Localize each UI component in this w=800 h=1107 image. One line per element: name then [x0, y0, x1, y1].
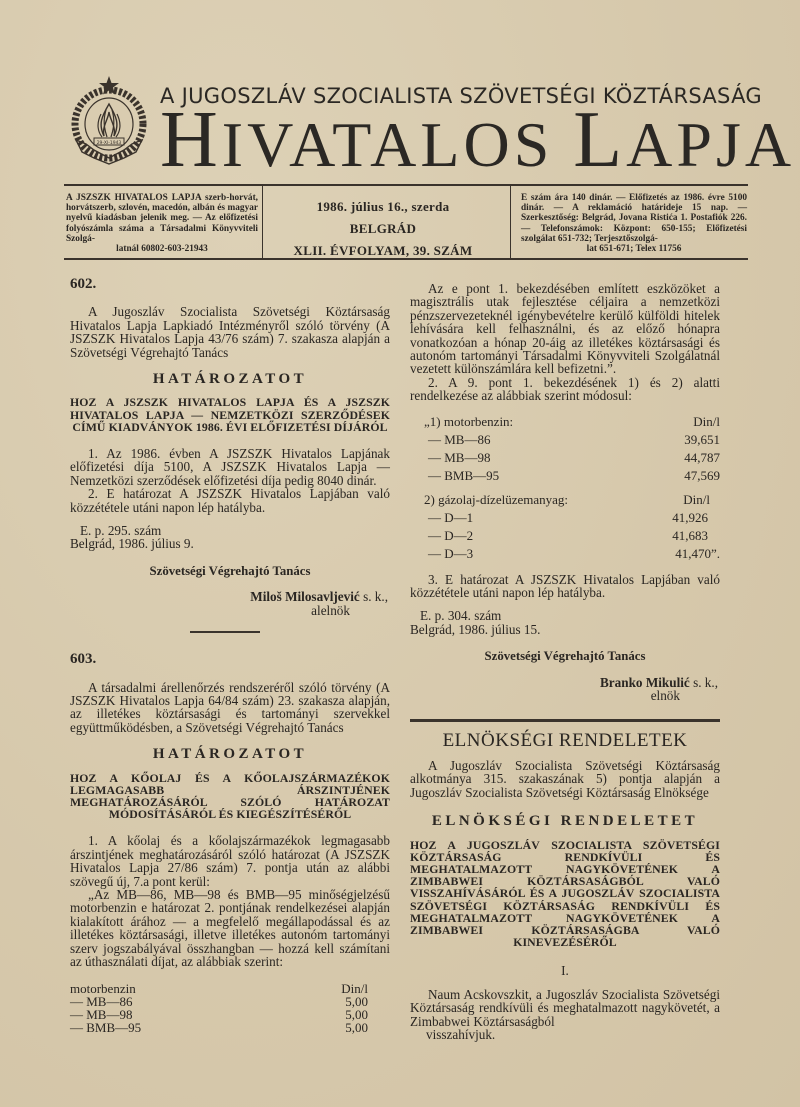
paragraph: 3. E határozat A JSZSZK Hivatalos Lapjában való közzététele utáni napon lép hatályba.: [410, 571, 720, 601]
paragraph: 1. A kőolaj és a kőolajszármazékok legmagasabb árszintjének meghatározásáról szóló határozat (A JSZSZK Hivatalos Lapja 27/86 szám) 7. pontja után az alábbi szövegű új, 7.a pont kerül:: [70, 833, 390, 889]
document-number: 603.: [70, 651, 97, 668]
table-row: — MB—86 39,651: [428, 431, 720, 447]
paragraph: Naum Acskovszkit, a Jugoszláv Szocialista Szövetségi Köztársaság rendkívüli és meghatalmazott nagykövetét, a Zimbabwei Köztársaságból: [410, 986, 720, 1029]
document-number: 602.: [70, 276, 97, 292]
divider-vertical: [262, 186, 263, 258]
table-row: — BMB—95 47,569: [428, 467, 720, 483]
divider-rule: [64, 184, 748, 186]
table-header-row: motorbenzin Din/l: [70, 981, 368, 997]
signer-title: alelnök: [311, 602, 350, 618]
council-name: Szövetségi Végrehajtó Tanács: [149, 563, 311, 578]
signature: Branko Mikulić s. k.,: [600, 674, 718, 690]
reference-date: Belgrád, 1986. július 15.: [410, 621, 541, 637]
table-row: — MB—86 5,00: [70, 994, 368, 1010]
preamble: A Jugoszláv Szocialista Szövetségi Köztársaság alkotmánya 315. szakaszának 5) pontja alapján a Jugoszláv Szocialista Szövetségi Köztársaság Elnöksége: [410, 757, 720, 800]
paragraph: „Az MB—86, MB—98 és BMB—95 minőségjelzésű motorbenzin e határozat 2. pontjának rendelkezései alapján kialakított árához — a megfelelő megállapodással és az illetékes köztársasági, illetve illetékes autonóm tartományi szerv jogszabályával összhangban — hozzá kell számítani az úthasználati díjat, az alábbiak szerint:: [70, 886, 390, 970]
resolution-heading: HATÁROZATOT: [152, 746, 308, 763]
table-row: — BMB—95 5,00: [70, 1020, 368, 1036]
divider-vertical: [510, 186, 511, 258]
reference-number: E. p. 304. szám: [420, 608, 502, 624]
paragraph: 2. E határozat A JSZSZK Hivatalos Lapjában való közzététele utáni napon lép hatályba.: [70, 486, 390, 515]
issue-date: 1986. július 16., szerda: [316, 199, 450, 214]
left-column: [70, 272, 390, 1034]
signature: Miloš Milosavljević s. k.,: [250, 589, 388, 605]
publication-info: A JSZSZK HIVATALOS LAPJA szerb-horvát, horvátszerb, szlovén, macedón, albán és magyar nyelvű kiadásban jelenik meg. — Az előfizetési folyószámla száma a Társadalmi Könyvviteli Szolgá- latnál 60802-603-21943: [66, 193, 258, 255]
state-emblem-icon: [66, 74, 152, 168]
toll-fee-table: [70, 982, 390, 1034]
pricing-contact-info: E szám ára 140 dinár. — Előfizetés az 1986. évre 5100 dinár. — A reklamáció határideje 15 nap. — Szerkesztőség: Belgrád, Jovana Ristića 1. Postafiók 226. — Telefonszámok: Központ: 650-155; Előfizetési szolgálat 651-732; Terjesztőszolgá- lat 651-671; Telex 11756: [521, 193, 747, 255]
issue-place: BELGRÁD: [349, 221, 417, 236]
right-column: [410, 272, 720, 1041]
paragraph: 2. A 9. pont 1. bekezdésének 1) és 2) alatti rendelkezése az alábbiak szerint módosul:: [410, 374, 720, 404]
article-number: I.: [561, 963, 569, 979]
svg-text:29-XI-1943: 29-XI-1943: [96, 141, 122, 146]
section-heading: ELNÖKSÉGI RENDELETEK: [442, 729, 688, 751]
paragraph: 1. Az 1986. évben A JSZSZK Hivatalos Lapjának előfizetési díja 5100, A JSZSZK Hivatalos Lapja — Nemzetközi szerződések előfizetési díja pedig 8040 dinár.: [70, 446, 390, 488]
masthead-supertitle: A JUGOSZLÁV SZOCIALISTA SZÖVETSÉGI KÖZTÁRSASÁG: [160, 84, 762, 108]
fuel-price-table: [410, 413, 720, 563]
council-name: Szövetségi Végrehajtó Tanács: [484, 649, 646, 664]
decree-heading: ELNÖKSÉGI RENDELETET: [431, 813, 699, 830]
section-divider: [410, 719, 720, 722]
reference-date: Belgrád, 1986. július 9.: [70, 536, 194, 552]
divider-rule: [64, 258, 748, 260]
paragraph-end: visszahívjuk.: [426, 1026, 496, 1042]
reference-number: E. p. 295. szám: [80, 523, 162, 539]
paragraph: Az e pont 1. bekezdésében említett eszközöket a magisztrális utak fejlesztése céljaira a nemzetközi pénzszervezeteknél igénybevételre kerülő külföldi hitelek lehívására kell felhasználni, és az előző hónapra vonatkozóan a hónap 20-áig az illetékes köztársasági és autonóm tartományi Társadalmi Könyvviteli Szolgálatnál vezetett különszámlára kell befizetni.”.: [410, 281, 720, 377]
preamble: A társadalmi árellenőrzés rendszeréről szóló törvény (A JSZSZK Hivatalos Lapja 64/84 szám) 23. szakasza alapján, az illetékes köztársasági és tartományi szervekkel együttműködésben, a Szövetségi Végrehajtó Tanács: [70, 679, 390, 735]
masthead-title: HIVATALOS LAPJA: [160, 96, 796, 184]
table-row: — D—3 41,470”.: [428, 545, 720, 561]
table-row: — MB—98 44,787: [428, 449, 720, 465]
decree-subject: HOZ A JUGOSZLÁV SZOCIALISTA SZÖVETSÉGI KÖZTÁRSASÁG RENDKÍVÜLI ÉS MEGHATALMAZOTT NAGYKÖVETÉNEK A ZIMBABWEI KÖZTÁRSASÁGBÓL VALÓ VISSZAHÍVÁSÁRÓL ÉS A JUGOSZLÁV SZOCIALISTA SZÖVETSÉGI KÖZTÁRSASÁG RENDKÍVÜLI ÉS MEGHATALMAZOTT NAGYKÖVETÉNEK A ZIMBABWEI KÖZTÁRSASÁGBA VALÓ KINEVEZÉSÉRŐL: [410, 837, 720, 950]
table-header-row: „1) motorbenzin: Din/l: [424, 413, 720, 429]
table-row: — D—1 41,926: [428, 509, 708, 525]
table-row: — MB—98 5,00: [70, 1007, 368, 1023]
resolution-subject: HOZ A KŐOLAJ ÉS A KŐOLAJSZÁRMAZÉKOK LEGMAGASABB ÁRSZINTJÉNEK MEGHATÁROZÁSÁRÓL SZÓLÓ HATÁROZAT MÓDOSÍTÁSÁRÓL ÉS KIEGÉSZÍTÉSÉRŐL: [70, 770, 390, 822]
resolution-subject: HOZ A JSZSZK HIVATALOS LAPJA ÉS A JSZSZK HIVATALOS LAPJA — NEMZETKÖZI SZERZŐDÉSEK CÍMŰ KIADVÁNYOK 1986. ÉVI ELŐFIZETÉSI DÍJÁRÓL: [70, 395, 390, 434]
issue-volume: XLII. ÉVFOLYAM, 39. SZÁM: [293, 243, 473, 258]
issue-info: [268, 196, 498, 262]
resolution-heading: HATÁROZATOT: [152, 371, 308, 388]
signer-title: elnök: [650, 688, 680, 704]
table-row: — D—2 41,683: [428, 527, 708, 543]
preamble: A Jugoszláv Szocialista Szövetségi Köztársaság Hivatalos Lapja Lapkiadó Intézményről szóló törvény (A JSZSZK Hivatalos Lapja 43/76 szám) 7. szakasza alapján a Szövetségi Végrehajtó Tanács: [70, 304, 390, 360]
table-header-row: 2) gázolaj-dízelüzemanyag: Din/l: [424, 491, 710, 507]
